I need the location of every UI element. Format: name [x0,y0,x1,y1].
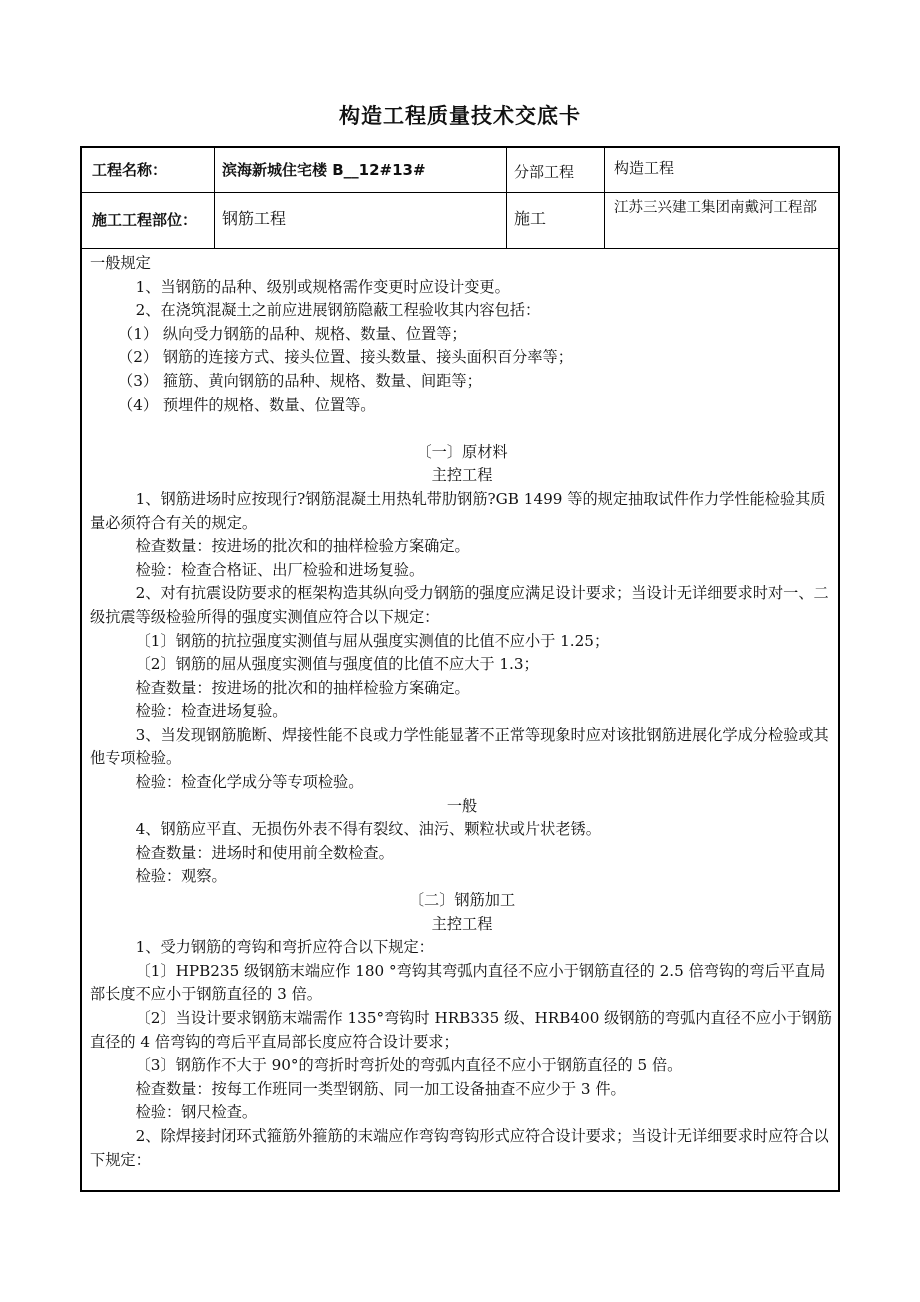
section-1-general-heading: 一般 [446,796,478,815]
col-divider-2 [506,148,507,248]
section-2-para-1-quantity: 检查数量：按每工作班同一类型钢筋、同一加工设备抽查不应少于 3 件。 [135,1079,626,1098]
sub-project-label: 分部工程 [514,163,575,181]
construction-part-label: 施工工程部位： [92,211,198,229]
construction-part-value: 钢筋工程 [222,209,287,228]
spacer [90,417,834,441]
section-1-para-2-b: 〔2〕钢筋的屈从强度实测值与强度值的比值不应大于 1.3； [135,655,539,674]
section-1-para-2-quantity: 检查数量：按进场的批次和的抽样检验方案确定。 [135,678,470,697]
section-1-para-2-inspection: 检验：检查进场复验。 [135,702,288,721]
section-1-para-4-inspection: 检验：观察。 [135,867,227,886]
general-heading: 一般规定 [90,254,151,272]
project-name-label: 工程名称： [92,161,168,179]
general-item-1: 1、当钢筋的品种、级别或规格需作变更时应设计变更。 [135,277,510,296]
section-1-para-3-inspection: 检验：检查化学成分等专项检验。 [135,773,364,792]
general-subitem-4: （4） 预埋件的规格、数量、位置等。 [118,395,376,414]
section-1-para-2-a: 〔1〕钢筋的抗拉强度实测值与屈从强度实测值的比值不应小于 1.25； [135,631,610,650]
general-subitem-3: （3） 箍筋、黄向钢筋的品种、规格、数量、间距等； [118,371,482,390]
page-title: 构造工程质量技术交底卡 [339,104,581,128]
disclosure-card-table [80,146,840,1192]
section-2-para-1-a: 〔1〕HPB235 级钢筋末端应作 180 °弯钩其弯弧内直径不应小于钢筋直径的 2.5 倍弯钩的弯后平直局部长度不应小于钢筋直径的 3 倍。 [90,961,826,1004]
section-2-para-1: 1、受力钢筋的弯钩和弯折应符合以下规定： [135,938,434,957]
section-1-heading: 〔一〕原材料 [416,442,508,461]
contractor-value: 江苏三兴建工集团南戴河工程部 [614,200,817,216]
section-1-para-2: 2、对有抗震设防要求的框架构造其纵向受力钢筋的强度应满足设计要求；当设计无详细要求时对一、二级抗震等级检验所得的强度实测值应符合以下规定： [90,584,829,626]
section-1-para-3: 3、当发现钢筋脆断、焊接性能不良或力学性能显著不正常等现象时应对该批钢筋进展化学成分检验或其他专项检验。 [90,725,829,768]
section-1-para-4-quantity: 检查数量：进场时和使用前全数检查。 [135,843,394,862]
section-2-para-2: 2、除焊接封闭环式箍筋外箍筋的末端应作弯钩弯钩形式应符合设计要求；当设计无详细要求时应符合以下规定： [90,1126,829,1169]
general-subitem-1: （1） 纵向受力钢筋的品种、规格、数量、位置等； [118,324,467,343]
project-name-value: 滨海新城住宅楼 B__12#13# [222,161,426,179]
general-subitem-2: （2） 钢筋的连接方式、接头位置、接头数量、接头面积百分率等； [118,348,573,367]
disclosure-content [90,252,834,1172]
section-2-heading: 〔二〕钢筋加工 [408,891,516,910]
section-1-para-1-inspection: 检验：检查合格证、出厂检验和进场复验。 [135,560,425,579]
col-divider-1 [214,148,215,248]
section-2-main-heading: 主控工程 [431,914,493,933]
section-1-para-1: 1、钢筋进场时应按现行?钢筋混凝土用热轧带肋钢筋?GB 1499 等的规定抽取试件作力学性能检验其质量必须符合有关的规定。 [90,489,826,532]
section-1-para-1-quantity: 检查数量：按进场的批次和的抽样检验方案确定。 [135,537,470,556]
row-divider-2 [82,248,838,249]
section-1-main-heading: 主控工程 [431,466,493,485]
section-1-para-4: 4、钢筋应平直、无损伤外表不得有裂纹、油污、颗粒状或片状老锈。 [135,820,601,839]
section-2-para-1-b: 〔2〕当设计要求钢筋末端需作 135°弯钩时 HRB335 级、HRB400 级钢筋的弯弧内直径不应小于钢筋直径的 4 倍弯钩的弯后平直局部长度应符合设计要求； [90,1009,832,1051]
sub-project-value: 构造工程 [614,159,675,177]
row-divider-1 [82,192,838,193]
section-2-para-1-c: 〔3〕钢筋作不大于 90°的弯折时弯折处的弯弧内直径不应小于钢筋直径的 5 倍。 [135,1056,683,1075]
general-item-2: 2、在浇筑混凝土之前应进展钢筋隐蔽工程验收其内容包括： [135,301,541,320]
contractor-label: 施工 [514,209,547,228]
col-divider-3 [604,148,605,248]
section-2-para-1-inspection: 检验：钢尺检查。 [135,1103,258,1122]
